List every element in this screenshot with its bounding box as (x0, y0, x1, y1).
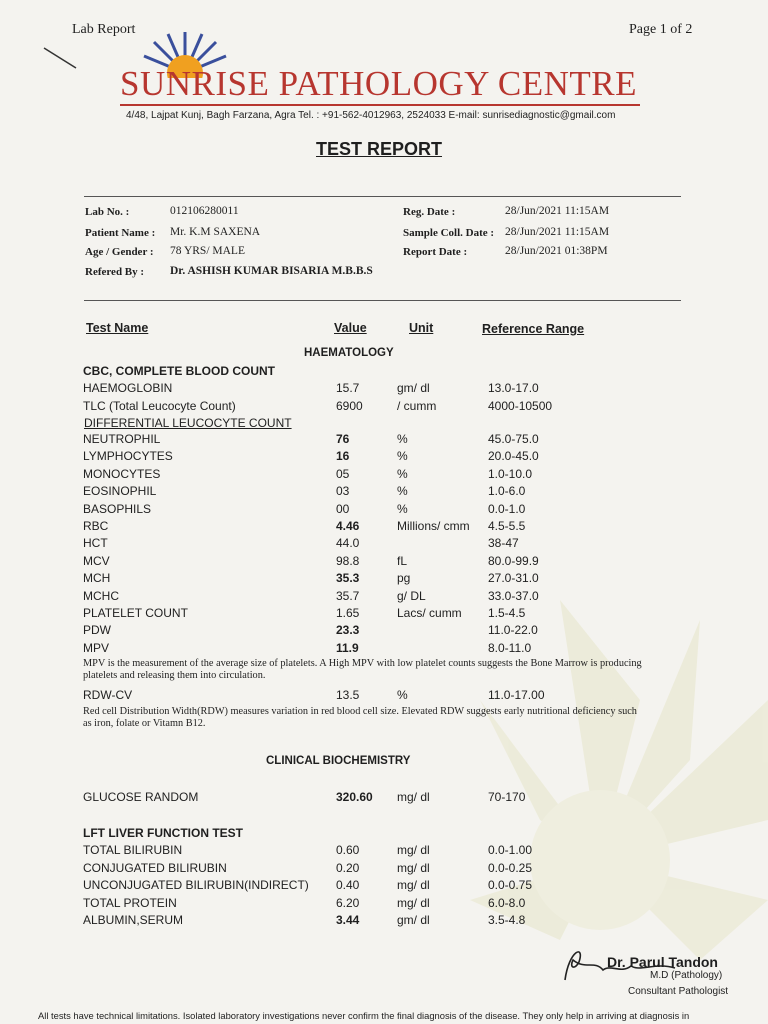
doctor-degree: M.D (Pathology) (650, 970, 723, 981)
test-name: HAEMOGLOBIN (83, 381, 173, 395)
test-name: UNCONJUGATED BILIRUBIN(INDIRECT) (83, 878, 309, 892)
test-range: 0.0-1.0 (488, 501, 526, 516)
test-row (0, 878, 768, 895)
test-row (0, 589, 768, 606)
section-biochemistry: CLINICAL BIOCHEMISTRY (266, 755, 411, 767)
test-range: 4.5-5.5 (488, 519, 526, 533)
test-name: BASOPHILS (83, 501, 152, 516)
test-value: 76 (336, 432, 350, 446)
test-range: 0.0-0.75 (488, 878, 533, 892)
age-gender-value: 78 YRS/ MALE (170, 245, 245, 257)
test-name: GLUCOSE RANDOM (83, 790, 199, 804)
lab-name: SUNRISE PATHOLOGY CENTRE (120, 64, 637, 103)
test-row (0, 790, 768, 807)
test-row (0, 484, 768, 501)
test-name: TLC (Total Leucocyte Count) (83, 398, 236, 413)
test-unit: Lacs/ cumm (397, 606, 462, 620)
test-range: 6.0-8.0 (488, 895, 526, 910)
doc-type-label: Lab Report (72, 22, 136, 37)
test-value: 0.20 (336, 860, 360, 875)
test-name: EOSINOPHIL (83, 484, 157, 499)
test-unit: % (397, 484, 408, 499)
test-value: 4.46 (336, 519, 360, 533)
test-value: 44.0 (336, 536, 360, 551)
test-range: 80.0-99.9 (488, 553, 539, 568)
test-row (0, 641, 768, 658)
age-gender-label: Age / Gender : (85, 246, 154, 258)
test-name: LYMPHOCYTES (83, 449, 173, 464)
divider-top (84, 196, 681, 197)
report-date-value: 28/Jun/2021 01:38PM (505, 245, 608, 257)
test-value: 15.7 (336, 381, 360, 395)
test-range: 1.0-10.0 (488, 466, 533, 481)
test-row (0, 399, 768, 416)
test-range: 3.5-4.8 (488, 913, 526, 927)
page-number: Page 1 of 2 (629, 22, 693, 37)
test-unit: mg/ dl (397, 860, 430, 875)
patient-name-label: Patient Name : (85, 227, 156, 239)
test-value: 320.60 (336, 790, 373, 804)
reg-date-label: Reg. Date : (403, 206, 456, 218)
test-range: 0.0-1.00 (488, 843, 533, 857)
test-unit: mg/ dl (397, 790, 430, 804)
lab-address: 4/48, Lajpat Kunj, Bagh Farzana, Agra Tel. : +91-562-4012963, 2524033 E-mail: sunrisediagnostic@gmail.com (126, 110, 616, 121)
test-unit: pg (397, 571, 411, 586)
test-unit: / cumm (397, 398, 437, 413)
report-date-label: Report Date : (403, 246, 468, 258)
mpv-note: MPV is the measurement of the average size of platelets. A High MPV with low platelet counts suggests the Bone Marrow is producing platelets and releasing them into circulation. (83, 658, 642, 681)
test-unit: g/ DL (397, 588, 426, 603)
test-range: 1.5-4.5 (488, 606, 526, 620)
test-range: 11.0-22.0 (488, 623, 538, 638)
test-range: 4000-10500 (488, 398, 553, 413)
test-range: 20.0-45.0 (488, 449, 539, 464)
test-value: 13.5 (336, 688, 360, 702)
test-row (0, 913, 768, 930)
test-unit: mg/ dl (397, 895, 430, 910)
doctor-title: Consultant Pathologist (628, 986, 729, 997)
test-name: RDW-CV (83, 688, 133, 702)
test-row (0, 623, 768, 640)
test-value: 1.65 (336, 606, 360, 620)
sample-coll-date-label: Sample Coll. Date : (403, 227, 495, 239)
col-reference-range: Reference Range (482, 322, 585, 336)
test-name: MCH (83, 571, 111, 586)
test-value: 05 (336, 466, 350, 481)
test-name: TOTAL BILIRUBIN (83, 843, 183, 857)
test-row (0, 554, 768, 571)
test-name: MPV (83, 640, 110, 655)
section-cbc: CBC, COMPLETE BLOOD COUNT (83, 364, 275, 378)
test-range: 38-47 (488, 536, 519, 551)
lab-no-value: 012106280011 (170, 205, 239, 217)
reg-date-value: 28/Jun/2021 11:15AM (505, 205, 610, 217)
test-row (0, 467, 768, 484)
test-row (0, 519, 768, 536)
test-row (0, 896, 768, 913)
test-range: 45.0-75.0 (488, 432, 539, 446)
test-value: 98.8 (336, 553, 360, 568)
sample-coll-date-value: 28/Jun/2021 11:15AM (505, 226, 610, 238)
test-range: 13.0-17.0 (488, 381, 539, 395)
test-unit: fL (397, 553, 408, 568)
test-unit: gm/ dl (397, 381, 430, 395)
section-haematology: HAEMATOLOGY (304, 347, 394, 359)
test-row (0, 381, 768, 398)
test-row (0, 449, 768, 466)
test-name: TOTAL PROTEIN (83, 895, 177, 910)
test-value: 35.7 (336, 588, 360, 603)
test-row (0, 536, 768, 553)
test-row (0, 571, 768, 588)
test-name: ALBUMIN,SERUM (83, 913, 184, 927)
col-value: Value (334, 321, 367, 335)
test-unit: % (397, 688, 408, 702)
test-range: 1.0-6.0 (488, 484, 526, 499)
test-unit: mg/ dl (397, 878, 430, 892)
test-name: RBC (83, 519, 109, 533)
test-row (0, 861, 768, 878)
test-value: 35.3 (336, 571, 360, 586)
test-unit: % (397, 432, 408, 446)
footer-disclaimer: All tests have technical limitations. Isolated laboratory investigations never confirm the final diagnosis of the disease. They only help in arriving at diagnosis in (38, 1010, 690, 1021)
test-range: 70-170 (488, 790, 526, 804)
test-name: NEUTROPHIL (83, 432, 161, 446)
test-row (0, 843, 768, 860)
test-value: 6.20 (336, 895, 360, 910)
test-row (0, 606, 768, 623)
test-name: PDW (83, 623, 111, 638)
section-dlc: DIFFERENTIAL LEUCOCYTE COUNT (84, 416, 292, 430)
test-value: 6900 (336, 398, 363, 413)
rdw-note: Red cell Distribution Width(RDW) measures variation in red blood cell size. Elevated RDW suggests early nutritional deficiency such as iron, folate or Vitamn B12. (83, 706, 637, 729)
test-unit: % (397, 466, 408, 481)
test-name: PLATELET COUNT (83, 606, 188, 620)
test-name: HCT (83, 536, 108, 551)
test-unit: % (397, 501, 408, 516)
test-range: 11.0-17.00 (488, 688, 545, 702)
col-test-name: Test Name (86, 321, 149, 335)
test-unit: mg/ dl (397, 843, 430, 857)
section-lft: LFT LIVER FUNCTION TEST (83, 826, 243, 840)
referred-by-label: Refered By : (85, 266, 145, 278)
test-unit: Millions/ cmm (397, 519, 470, 533)
test-range: 27.0-31.0 (488, 571, 539, 586)
test-name: CONJUGATED BILIRUBIN (83, 860, 227, 875)
test-value: 16 (336, 449, 350, 464)
test-row (0, 688, 768, 705)
test-range: 8.0-11.0 (488, 640, 532, 655)
test-value: 0.40 (336, 878, 360, 892)
test-range: 33.0-37.0 (488, 588, 539, 603)
test-range: 0.0-0.25 (488, 860, 533, 875)
report-title: TEST REPORT (316, 139, 443, 159)
lab-no-label: Lab No. : (85, 206, 130, 218)
referred-by-value: Dr. ASHISH KUMAR BISARIA M.B.B.S (170, 265, 373, 277)
test-value: 0.60 (336, 843, 360, 857)
test-name: MONOCYTES (83, 466, 161, 481)
col-unit: Unit (409, 321, 434, 335)
patient-name-value: Mr. K.M SAXENA (170, 226, 261, 238)
test-name: MCV (83, 553, 110, 568)
test-value: 11.9 (336, 640, 359, 655)
logo-underline (120, 104, 640, 106)
test-row (0, 432, 768, 449)
test-value: 3.44 (336, 913, 360, 927)
divider-bottom (84, 300, 681, 301)
test-row (0, 502, 768, 519)
pen-mark (42, 42, 82, 72)
test-unit: gm/ dl (397, 913, 430, 927)
doctor-name: Dr. Parul Tandon (607, 954, 718, 970)
test-name: MCHC (83, 588, 119, 603)
test-value: 00 (336, 501, 350, 516)
test-value: 03 (336, 484, 350, 499)
test-unit: % (397, 449, 408, 464)
test-value: 23.3 (336, 623, 360, 638)
